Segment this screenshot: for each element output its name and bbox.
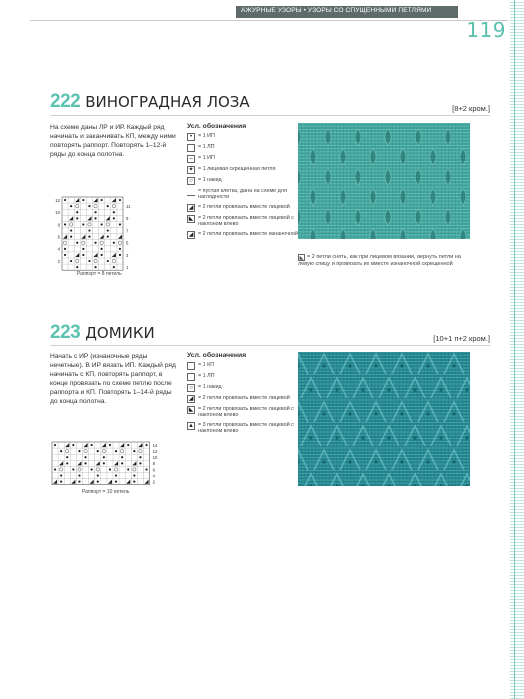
row-label: 7 — [126, 228, 129, 234]
purl-dot — [78, 450, 80, 452]
pattern-223-title — [50, 322, 155, 344]
purl-dot — [82, 223, 84, 225]
lace-eyelet — [452, 460, 455, 463]
legend-text: = 3 петли провязать вместе лицевой с наклоном влево — [198, 421, 294, 435]
legend-item — [187, 133, 299, 141]
lace-eyelet — [452, 412, 455, 415]
p2tog-icon — [187, 231, 195, 239]
legend-symbol: ▲ — [188, 422, 194, 429]
purl-dot — [70, 236, 72, 238]
purl-dot — [84, 462, 86, 464]
row-label: 4 — [152, 473, 155, 479]
legend-item — [187, 155, 299, 163]
lace-eyelet — [361, 436, 364, 439]
chart-caption: Раппорт = 10 петель — [82, 489, 130, 495]
k2tog-icon — [187, 395, 195, 403]
legend-symbol: ◢ — [188, 204, 194, 211]
lace-eyelet — [374, 412, 377, 415]
purl-dot — [107, 229, 109, 231]
pattern-number: 223 — [50, 322, 81, 343]
purl-dot — [54, 444, 56, 446]
lace-eyelet — [426, 412, 429, 415]
row-label: 6 — [57, 234, 60, 240]
purl-dot — [94, 266, 96, 268]
lace-eyelet — [426, 364, 429, 367]
purl-dot — [121, 456, 123, 458]
legend-222 — [187, 123, 299, 242]
pattern-repeat: [8+2 кром.] — [452, 104, 490, 113]
purl-dot — [88, 260, 90, 262]
knit-sample-photo — [298, 123, 470, 239]
purl-dot — [127, 468, 129, 470]
legend-text: = 1 лицевая скрещенная петля — [198, 166, 276, 172]
purl-dot — [78, 474, 80, 476]
legend-item — [187, 177, 299, 185]
sk2p-icon — [187, 422, 195, 430]
k2tog-icon — [187, 204, 195, 212]
lace-eyelet — [426, 460, 429, 463]
purl-dot — [103, 456, 105, 458]
knit-sample-photo — [298, 352, 470, 486]
row-label: 10 — [152, 455, 158, 461]
row-label: 1 — [126, 264, 129, 270]
legend-text: = 1 накид — [198, 177, 222, 183]
purl-dot — [109, 444, 111, 446]
purl-dot — [64, 223, 66, 225]
lace-eyelet — [400, 460, 403, 463]
purl-dot — [113, 266, 115, 268]
empty-icon — [187, 144, 195, 152]
purl-dot — [115, 450, 117, 452]
purl-dot — [101, 254, 103, 256]
legend-symbol: ✦ — [188, 167, 194, 173]
lace-eyelet — [439, 388, 442, 391]
legend-item — [187, 188, 299, 201]
empty-icon — [187, 362, 195, 370]
legend-text: = 2 петли провязать вместе лицевой с наклоном влево — [198, 214, 294, 228]
purl-dot — [119, 248, 121, 250]
legend-text: = 1 ИП — [198, 133, 215, 139]
purl-dot — [66, 462, 68, 464]
pattern-number: 222 — [50, 91, 81, 112]
legend-item — [187, 144, 299, 152]
lace-eyelet — [309, 436, 312, 439]
purl-dot — [72, 468, 74, 470]
page-number: 119 — [466, 18, 506, 42]
purl-dot — [101, 199, 103, 201]
purl-dot — [54, 468, 56, 470]
purl-dot — [115, 481, 117, 483]
row-label: 12 — [55, 197, 60, 203]
purl-dot — [76, 266, 78, 268]
purl-dot — [107, 260, 109, 262]
row-label: 4 — [57, 246, 60, 252]
purl-dot — [88, 236, 90, 238]
pattern-name: ДОМИКИ — [85, 324, 155, 342]
purl-dot — [82, 248, 84, 250]
legend-item — [187, 406, 299, 419]
circle-icon — [187, 177, 195, 185]
purl-dot — [64, 248, 66, 250]
pattern-name: ВИНОГРАДНАЯ ЛОЗА — [85, 93, 250, 111]
purl-dot — [72, 444, 74, 446]
purl-dot — [60, 450, 62, 452]
purl-dot — [76, 217, 78, 219]
pattern-222-title — [50, 91, 250, 113]
legend-title: Усл. обозначения — [187, 123, 247, 130]
legend-text: = 2 петли провязать вместе изнаночной — [198, 230, 298, 237]
chart-223 — [50, 440, 166, 490]
lace-eyelet — [322, 460, 325, 463]
purl-dot — [113, 217, 115, 219]
legend-item — [187, 384, 299, 392]
lace-eyelet — [322, 364, 325, 367]
lace-eyelet — [309, 388, 312, 391]
page-edge-decoration — [510, 0, 524, 699]
lace-eyelet — [465, 436, 468, 439]
blank-icon — [187, 188, 195, 196]
purl-dot — [113, 242, 115, 244]
purl-dot — [113, 211, 115, 213]
legend-item — [187, 395, 299, 403]
row-label: 9 — [126, 216, 129, 222]
row-label: 11 — [126, 203, 131, 209]
purl-dot — [127, 444, 129, 446]
purl-dot — [82, 199, 84, 201]
legend-text: = 2 петли провязать вместе лицевой — [198, 395, 290, 401]
legend-note — [298, 254, 468, 268]
purl-dot — [97, 474, 99, 476]
purl-dot — [78, 481, 80, 483]
circle-icon — [187, 384, 195, 392]
purl-dot — [70, 205, 72, 207]
chart-222 — [50, 195, 166, 279]
ssk-purl-icon: ◣ — [299, 255, 304, 261]
purl-dot — [91, 444, 93, 446]
purl-dot — [133, 481, 135, 483]
lace-eyelet — [322, 412, 325, 415]
row-label: 2 — [57, 258, 60, 264]
dash-icon — [187, 155, 195, 163]
pattern-intro: На схеме даны ЛР и ИР. Каждый ряд начинать и заканчивать КП, между ними повторять раппорт. Повторять 1–12-й ряды до конца полотна. — [50, 124, 176, 158]
section-header: АЖУРНЫЕ УЗОРЫ • УЗОРЫ СО СПУЩЕННЫМИ ПЕТЛЯМИ — [241, 7, 432, 14]
row-label: 12 — [152, 448, 158, 454]
purl-dot — [60, 481, 62, 483]
lace-eyelet — [400, 412, 403, 415]
purl-dot — [66, 456, 68, 458]
purl-dot — [145, 468, 147, 470]
purl-dot — [119, 223, 121, 225]
lace-eyelet — [439, 436, 442, 439]
ssk-icon — [187, 215, 195, 223]
pattern-intro: Начать с ИР (изнаночные ряды нечетные). В ИР вязать ИП. Каждый ряд начинать с КП, повторять раппорт, в конце провязать по схеме петлю после раппорта и КП. Повторять 1–14-й ряды до конца полотна. — [50, 353, 176, 405]
legend-item — [187, 362, 299, 370]
purl-dot — [60, 474, 62, 476]
lace-eyelet — [335, 436, 338, 439]
row-label: 2 — [152, 479, 155, 485]
purl-dot — [107, 205, 109, 207]
lace-eyelet — [465, 388, 468, 391]
row-label: 8 — [152, 461, 155, 467]
purl-dot — [64, 199, 66, 201]
lace-eyelet — [413, 436, 416, 439]
purl-dot — [82, 254, 84, 256]
empty-icon — [187, 373, 195, 381]
header-rule — [30, 20, 508, 21]
pattern-rule — [50, 115, 490, 116]
row-label: 8 — [57, 222, 60, 228]
legend-title: Усл. обозначения — [187, 352, 247, 359]
purl-dot — [76, 211, 78, 213]
lace-eyelet — [348, 364, 351, 367]
legend-text: = 1 ЛП — [198, 373, 215, 379]
purl-dot — [115, 474, 117, 476]
legend-item — [187, 166, 299, 174]
purl-dot — [84, 456, 86, 458]
crossed-icon — [187, 166, 195, 174]
purl-dot — [101, 223, 103, 225]
legend-text: = 1 накид — [198, 384, 222, 390]
dot-icon — [187, 133, 195, 141]
legend-symbol: ◢ — [188, 231, 194, 238]
lace-eyelet — [413, 388, 416, 391]
purl-dot — [94, 211, 96, 213]
legend-symbol: ◣ — [188, 407, 194, 413]
purl-dot — [88, 229, 90, 231]
lace-eyelet — [374, 364, 377, 367]
lace-eyelet — [335, 388, 338, 391]
purl-dot — [133, 474, 135, 476]
legend-symbol: – — [189, 156, 193, 162]
purl-dot — [70, 260, 72, 262]
legend-item — [187, 422, 299, 435]
purl-dot — [97, 481, 99, 483]
purl-dot — [76, 242, 78, 244]
legend-item — [187, 231, 299, 239]
legend-text: = 2 петли провязать вместе лицевой — [198, 203, 290, 210]
purl-dot — [139, 462, 141, 464]
legend-text: = 2 петли провязать вместе лицевой с наклоном влево — [198, 406, 294, 419]
lace-eyelet — [387, 436, 390, 439]
row-label: 6 — [152, 467, 155, 473]
purl-dot — [70, 229, 72, 231]
legend-symbol: ○ — [189, 385, 193, 391]
legend-symbol: ○ — [189, 178, 193, 184]
purl-dot — [133, 450, 135, 452]
legend-item — [187, 373, 299, 381]
chart-caption: Раппорт = 8 петель — [77, 271, 122, 277]
purl-dot — [64, 254, 66, 256]
purl-dot — [109, 468, 111, 470]
legend-item — [187, 215, 299, 228]
legend-symbol: ◣ — [188, 215, 194, 222]
purl-dot — [91, 468, 93, 470]
purl-dot — [145, 444, 147, 446]
purl-dot — [119, 199, 121, 201]
purl-dot — [103, 462, 105, 464]
ssk-icon — [187, 406, 195, 414]
lace-eyelet — [348, 412, 351, 415]
lace-eyelet — [348, 460, 351, 463]
legend-item — [187, 204, 299, 212]
lace-eyelet — [361, 388, 364, 391]
purl-dot — [107, 236, 109, 238]
legend-text: = пустая клетка, дана на схеме для наглядности — [198, 188, 287, 201]
lace-eyelet — [387, 388, 390, 391]
pattern-repeat: [10+1 п+2 кром.] — [433, 334, 490, 343]
purl-dot — [94, 217, 96, 219]
lace-eyelet — [374, 460, 377, 463]
lace-eyelet — [452, 364, 455, 367]
purl-dot — [119, 254, 121, 256]
pattern-rule — [50, 345, 490, 346]
note-text: = 2 петли снять, как при лицевом вязании, вернуть петли на левую спицу и провязать их вместе изнаночной скрещенной — [298, 254, 461, 267]
purl-dot — [139, 456, 141, 458]
legend-symbol: • — [189, 134, 193, 140]
legend-symbol: ◢ — [188, 396, 194, 402]
legend-text: = 1 ИП — [198, 155, 215, 161]
purl-dot — [94, 242, 96, 244]
legend-223 — [187, 352, 299, 438]
row-label: 14 — [152, 442, 158, 448]
purl-dot — [101, 248, 103, 250]
lace-eyelet — [400, 364, 403, 367]
legend-text: = 1 КП — [198, 362, 215, 368]
row-label: 10 — [55, 210, 60, 216]
purl-dot — [121, 462, 123, 464]
row-label: 3 — [126, 252, 129, 258]
row-label: 5 — [126, 240, 129, 246]
purl-dot — [97, 450, 99, 452]
legend-text: = 1 ЛП — [198, 144, 215, 150]
purl-dot — [88, 205, 90, 207]
